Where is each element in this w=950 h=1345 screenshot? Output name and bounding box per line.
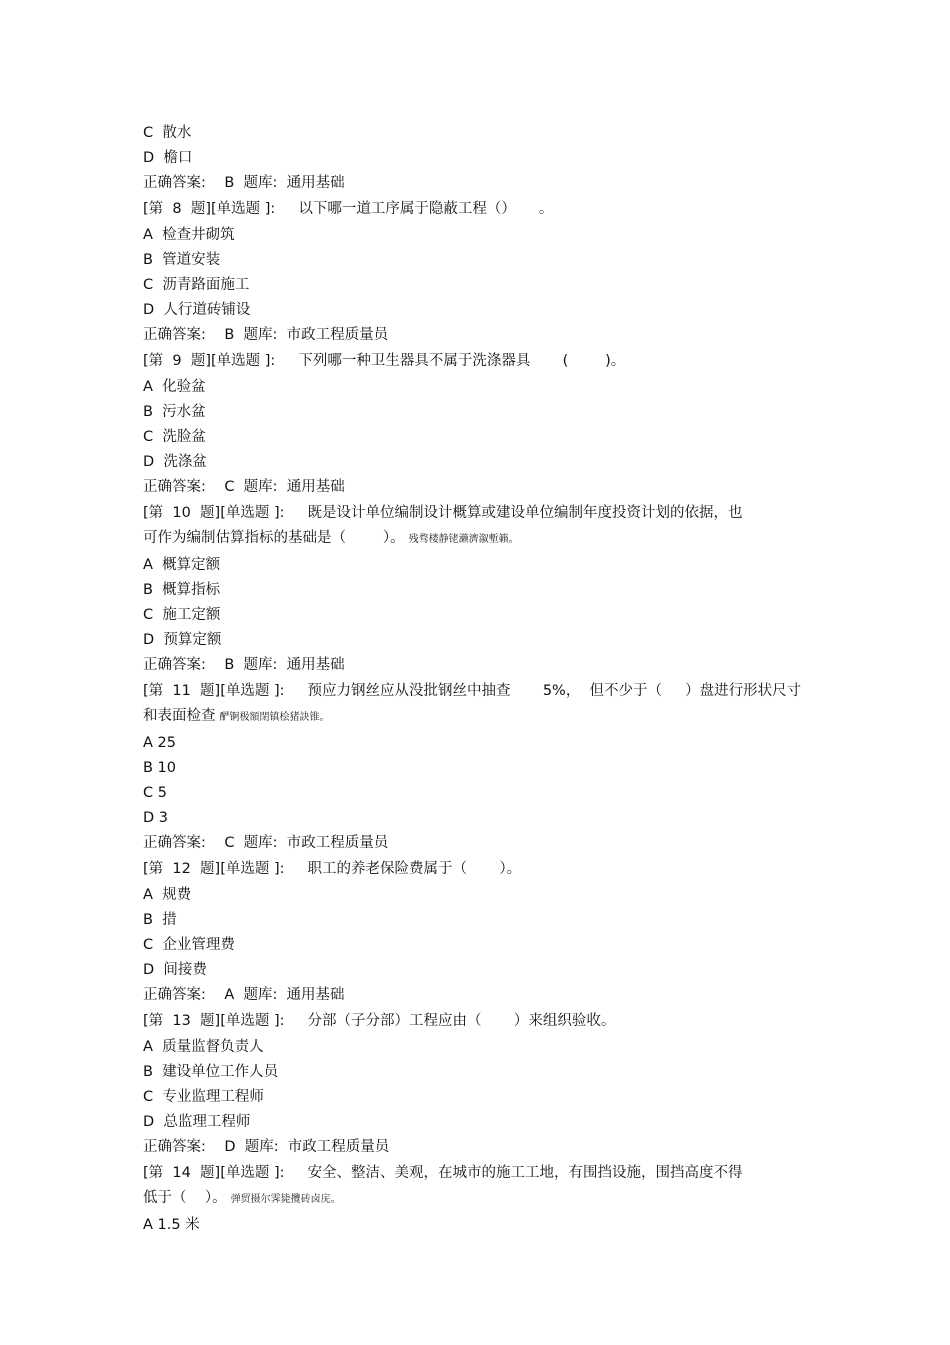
line-text: C 施工定额 (143, 607, 221, 623)
line-text: B 10 (143, 760, 177, 776)
correct-answer-line (143, 475, 823, 500)
line-text: [第 13 题][单选题 ]: 分部（子分部）工程应由（ ）来组织验收。 (143, 1013, 616, 1029)
line-text: C 散水 (143, 125, 192, 141)
answer-option (143, 628, 823, 653)
garbled-text: 弹贸摄尔霁毙攬砖卤庑。 (230, 1194, 341, 1205)
line-text: B 概算指标 (143, 582, 221, 598)
line-text: C 企业管理费 (143, 937, 235, 953)
line-text: 正确答案: C 题库: 通用基础 (143, 479, 345, 495)
question-header (143, 500, 823, 527)
question-continuation (143, 527, 823, 553)
answer-option (143, 1035, 823, 1060)
answer-option (143, 121, 823, 146)
answer-option (143, 1213, 823, 1238)
answer-option (143, 298, 823, 323)
line-text: 可作为编制估算指标的基础是（ ）。 (143, 530, 405, 546)
document-body (143, 121, 823, 1238)
line-text: D 洗涤盆 (143, 454, 207, 470)
line-text: A 概算定额 (143, 557, 221, 573)
answer-option (143, 425, 823, 450)
line-text: B 污水盆 (143, 404, 206, 420)
correct-answer-line (143, 983, 823, 1008)
question-header (143, 856, 823, 883)
line-text: D 3 (143, 810, 168, 826)
line-text: 正确答案: D 题库: 市政工程质量员 (143, 1139, 390, 1155)
answer-option (143, 248, 823, 273)
answer-option (143, 223, 823, 248)
line-text: D 间接费 (143, 962, 207, 978)
line-text: C 沥青路面施工 (143, 277, 250, 293)
answer-option (143, 450, 823, 475)
answer-option (143, 883, 823, 908)
question-header (143, 1160, 823, 1187)
line-text: A 化验盆 (143, 379, 206, 395)
answer-option (143, 731, 823, 756)
line-text: B 建设单位工作人员 (143, 1064, 279, 1080)
answer-option (143, 756, 823, 781)
answer-option (143, 1085, 823, 1110)
correct-answer-line (143, 831, 823, 856)
line-text: 低于（ ）。 (143, 1190, 227, 1206)
question-continuation (143, 1187, 823, 1213)
line-text: [第 10 题][单选题 ]: 既是设计单位编制设计概算或建设单位编制年度投资计划的依据，也 (143, 505, 743, 521)
question-header (143, 196, 823, 223)
garbled-text: 残骛楼静铑濑濟溆塹籟。 (408, 534, 519, 545)
line-text: B 措 (143, 912, 177, 928)
answer-option (143, 933, 823, 958)
line-text: A 1.5 米 (143, 1217, 200, 1233)
line-text: D 总监理工程师 (143, 1114, 251, 1130)
line-text: 正确答案: B 题库: 通用基础 (143, 175, 345, 191)
line-text: 正确答案: B 题库: 市政工程质量员 (143, 327, 389, 343)
line-text: A 25 (143, 735, 176, 751)
line-text: D 檐口 (143, 150, 193, 166)
answer-option (143, 375, 823, 400)
line-text: A 规费 (143, 887, 192, 903)
line-text: 正确答案: A 题库: 通用基础 (143, 987, 345, 1003)
line-text: C 洗脸盆 (143, 429, 206, 445)
line-text: A 质量监督负责人 (143, 1039, 264, 1055)
answer-option (143, 781, 823, 806)
line-text: A 检查井砌筑 (143, 227, 235, 243)
question-header (143, 1008, 823, 1035)
question-continuation (143, 705, 823, 731)
line-text: 正确答案: B 题库: 通用基础 (143, 657, 345, 673)
question-header (143, 348, 823, 375)
garbled-text: 酽锕极額閉镇桧猪訣锥。 (219, 712, 330, 723)
line-text: [第 11 题][单选题 ]: 预应力钢丝应从没批钢丝中抽查 5%， 但不少于（ ）盘进行形状尺寸 (143, 683, 802, 699)
line-text: D 人行道砖铺设 (143, 302, 251, 318)
question-header (143, 678, 823, 705)
answer-option (143, 1060, 823, 1085)
answer-option (143, 806, 823, 831)
correct-answer-line (143, 653, 823, 678)
line-text: 和表面检查 (143, 708, 216, 724)
line-text: [第 14 题][单选题 ]: 安全、整洁、美观，在城市的施工工地，有围挡设施，围挡高度不得 (143, 1165, 743, 1181)
line-text: [第 9 题][单选题 ]: 下列哪一种卫生器具不属于洗涤器具 ( )。 (143, 353, 626, 369)
correct-answer-line (143, 323, 823, 348)
line-text: B 管道安装 (143, 252, 221, 268)
answer-option (143, 146, 823, 171)
line-text: 正确答案: C 题库: 市政工程质量员 (143, 835, 389, 851)
line-text: D 预算定额 (143, 632, 222, 648)
answer-option (143, 578, 823, 603)
line-text: C 5 (143, 785, 167, 801)
answer-option (143, 273, 823, 298)
line-text: [第 8 题][单选题 ]: 以下哪一道工序属于隐蔽工程（） 。 (143, 201, 554, 217)
line-text: C 专业监理工程师 (143, 1089, 264, 1105)
correct-answer-line (143, 171, 823, 196)
answer-option (143, 400, 823, 425)
line-text: [第 12 题][单选题 ]: 职工的养老保险费属于（ ）。 (143, 861, 522, 877)
answer-option (143, 908, 823, 933)
answer-option (143, 1110, 823, 1135)
answer-option (143, 603, 823, 628)
answer-option (143, 958, 823, 983)
correct-answer-line (143, 1135, 823, 1160)
answer-option (143, 553, 823, 578)
